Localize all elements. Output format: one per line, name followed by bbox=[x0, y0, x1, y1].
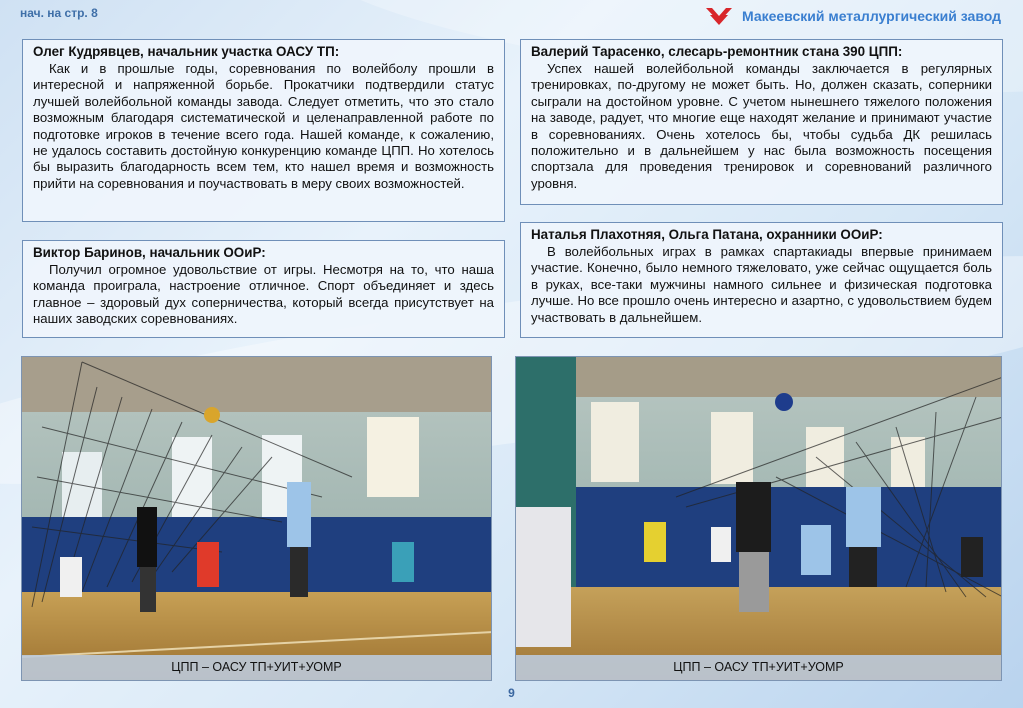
page-number: 9 bbox=[508, 686, 515, 700]
quote-text: В волейбольных играх в рамках спартакиады впервые принимаем участие. Конечно, было немного тяжеловато, уже сейчас ощущается боль в руках, все-таки мужчины намного сильнее и физическая подготовка лучше. Но все прошло очень интересно и азартно, с удовольствием будем участвовать в дальнейшем. bbox=[531, 244, 992, 325]
quote-box bbox=[22, 39, 505, 222]
gym-scene-image bbox=[22, 357, 492, 681]
volleyball-photo bbox=[515, 356, 1002, 681]
quote-text: Как и в прошлые годы, соревнования по волейболу прошли в интересной и напряженной борьбе. Прокатчики подтвердили статус лучшей волейбольной команды завода. Следует отметить, что это стало возможным благодаря систематической и целенаправленной работе по подготовке игроков в течение всего года. Нашей команде, к сожалению, не удалось составить достойную конкуренцию команде ЦПП. Но хотелось бы выразить благодарность всем тем, кто нашел время и возможность прийти на соревнования и поучаствовать в меру своих возможностей. bbox=[33, 61, 494, 191]
photo-caption: ЦПП – ОАСУ ТП+УИТ+УОМР bbox=[516, 655, 1001, 680]
volleyball-photo bbox=[21, 356, 492, 681]
quote-box bbox=[22, 240, 505, 338]
quote-author: Наталья Плахотняя, Ольга Патана, охранники ООиР: bbox=[531, 227, 883, 242]
quote-author: Олег Кудрявцев, начальник участка ОАСУ ТП: bbox=[33, 44, 340, 59]
quote-author: Виктор Баринов, начальник ООиР: bbox=[33, 245, 266, 260]
quote-text: Успех нашей волейбольной команды заключается в регулярных тренировках, по-другому не может быть. Но, должен сказать, соперники сыграли на достойном уровне. С учетом нынешнего тяжелого положения на заводе, радует, что многие еще находят желание и принимают участие в соревнованиях. Очень хотелось бы, чтобы судьба ДК решилась положительно и в дальнейшем у нас была возможность посещения спортзала для проведения тренировок и соревнований различного уровня. bbox=[531, 61, 992, 191]
brand-header bbox=[704, 6, 1001, 26]
quote-text: Получил огромное удовольствие от игры. Несмотря на то, что наша команда проиграла, настроение отличное. Спорт объединяет и здесь главное – здоровый дух соперничества, который всегда присутствует на наших заводских соревнованиях. bbox=[33, 262, 494, 327]
gym-scene-image bbox=[516, 357, 1002, 681]
brand-name: Макеевский металлургический завод bbox=[741, 8, 1001, 24]
quote-author: Валерий Тарасенко, слесарь-ремонтник стана 390 ЦПП: bbox=[531, 44, 903, 59]
photo-caption: ЦПП – ОАСУ ТП+УИТ+УОМР bbox=[22, 655, 491, 680]
continued-note: нач. на стр. 8 bbox=[20, 6, 98, 20]
quote-box bbox=[520, 222, 1003, 338]
factory-logo-icon bbox=[704, 6, 734, 26]
quote-box bbox=[520, 39, 1003, 205]
